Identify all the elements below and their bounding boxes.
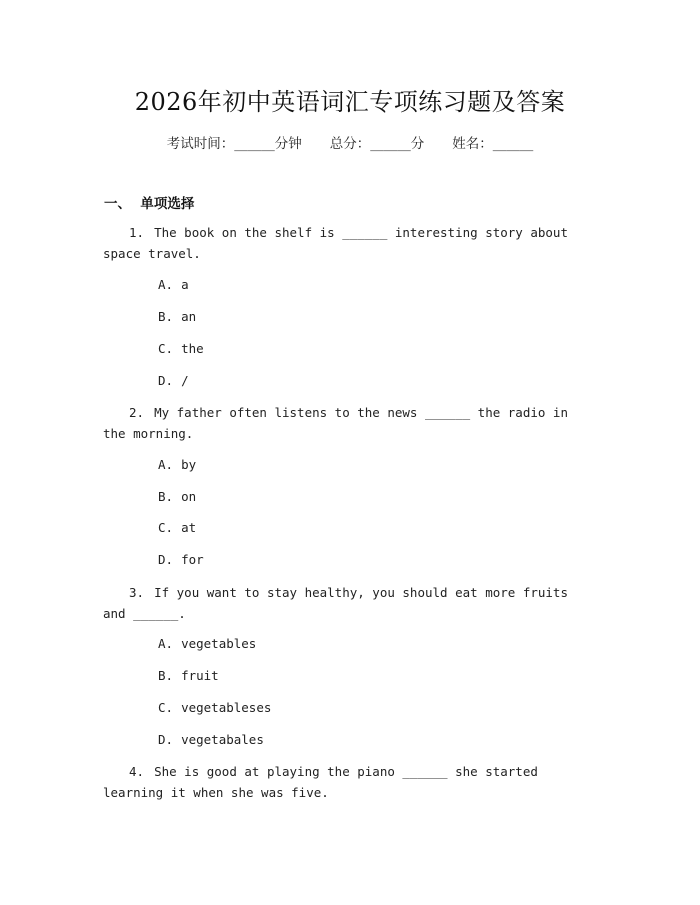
question-3-option-b[interactable] bbox=[158, 667, 219, 685]
option-letter: D. bbox=[158, 732, 174, 747]
question-1-option-b[interactable] bbox=[158, 308, 196, 326]
page-title: 2026年初中英语词汇专项练习题及答案 bbox=[134, 88, 566, 116]
question-2-option-c[interactable] bbox=[158, 519, 196, 537]
option-text: at bbox=[181, 520, 197, 535]
option-text: an bbox=[181, 309, 197, 324]
question-4-text bbox=[103, 761, 583, 803]
question-1-option-d[interactable] bbox=[158, 372, 189, 390]
exam-meta bbox=[0, 132, 700, 152]
option-text: vegetabales bbox=[181, 732, 264, 747]
option-text: vegetables bbox=[181, 636, 257, 651]
option-text: fruit bbox=[181, 668, 219, 683]
option-letter: A. bbox=[158, 457, 174, 472]
question-number: 1. bbox=[129, 225, 145, 240]
question-number: 3. bbox=[129, 585, 145, 600]
question-stem: If you want to stay healthy, you should eat more fruits and ______. bbox=[103, 585, 568, 621]
student-name-label: 姓名：______ bbox=[452, 136, 534, 152]
option-text: by bbox=[181, 457, 197, 472]
option-letter: A. bbox=[158, 277, 174, 292]
option-text: on bbox=[181, 489, 197, 504]
section-heading bbox=[104, 192, 194, 212]
question-3-option-a[interactable] bbox=[158, 635, 256, 653]
option-text: / bbox=[181, 373, 189, 388]
total-score-label: 总分：______分 bbox=[329, 136, 425, 152]
question-3-option-c[interactable] bbox=[158, 699, 271, 717]
section-title: 单项选择 bbox=[140, 196, 195, 212]
question-1-option-a[interactable] bbox=[158, 276, 189, 294]
option-text: for bbox=[181, 552, 204, 567]
option-letter: B. bbox=[158, 668, 174, 683]
question-stem: The book on the shelf is ______ interesting story about space travel. bbox=[103, 225, 568, 261]
option-text: a bbox=[181, 277, 189, 292]
section-number: 一、 bbox=[104, 196, 131, 212]
question-1-text bbox=[103, 222, 583, 264]
question-number: 2. bbox=[129, 405, 145, 420]
exam-time-label: 考试时间：______分钟 bbox=[166, 136, 302, 152]
option-letter: C. bbox=[158, 341, 174, 356]
question-3-text bbox=[103, 582, 583, 624]
question-3-option-d[interactable] bbox=[158, 731, 264, 749]
question-2-option-a[interactable] bbox=[158, 456, 196, 474]
option-letter: C. bbox=[158, 700, 174, 715]
question-stem: She is good at playing the piano ______ she started learning it when she was five. bbox=[103, 764, 538, 800]
option-letter: A. bbox=[158, 636, 174, 651]
option-letter: D. bbox=[158, 373, 174, 388]
option-letter: C. bbox=[158, 520, 174, 535]
option-text: vegetableses bbox=[181, 700, 272, 715]
option-text: the bbox=[181, 341, 204, 356]
question-2-option-d[interactable] bbox=[158, 551, 204, 569]
question-stem: My father often listens to the news ______ the radio in the morning. bbox=[103, 405, 568, 441]
question-1-option-c[interactable] bbox=[158, 340, 204, 358]
option-letter: B. bbox=[158, 309, 174, 324]
option-letter: D. bbox=[158, 552, 174, 567]
option-letter: B. bbox=[158, 489, 174, 504]
question-number: 4. bbox=[129, 764, 145, 779]
question-2-option-b[interactable] bbox=[158, 488, 196, 506]
question-2-text bbox=[103, 402, 583, 444]
